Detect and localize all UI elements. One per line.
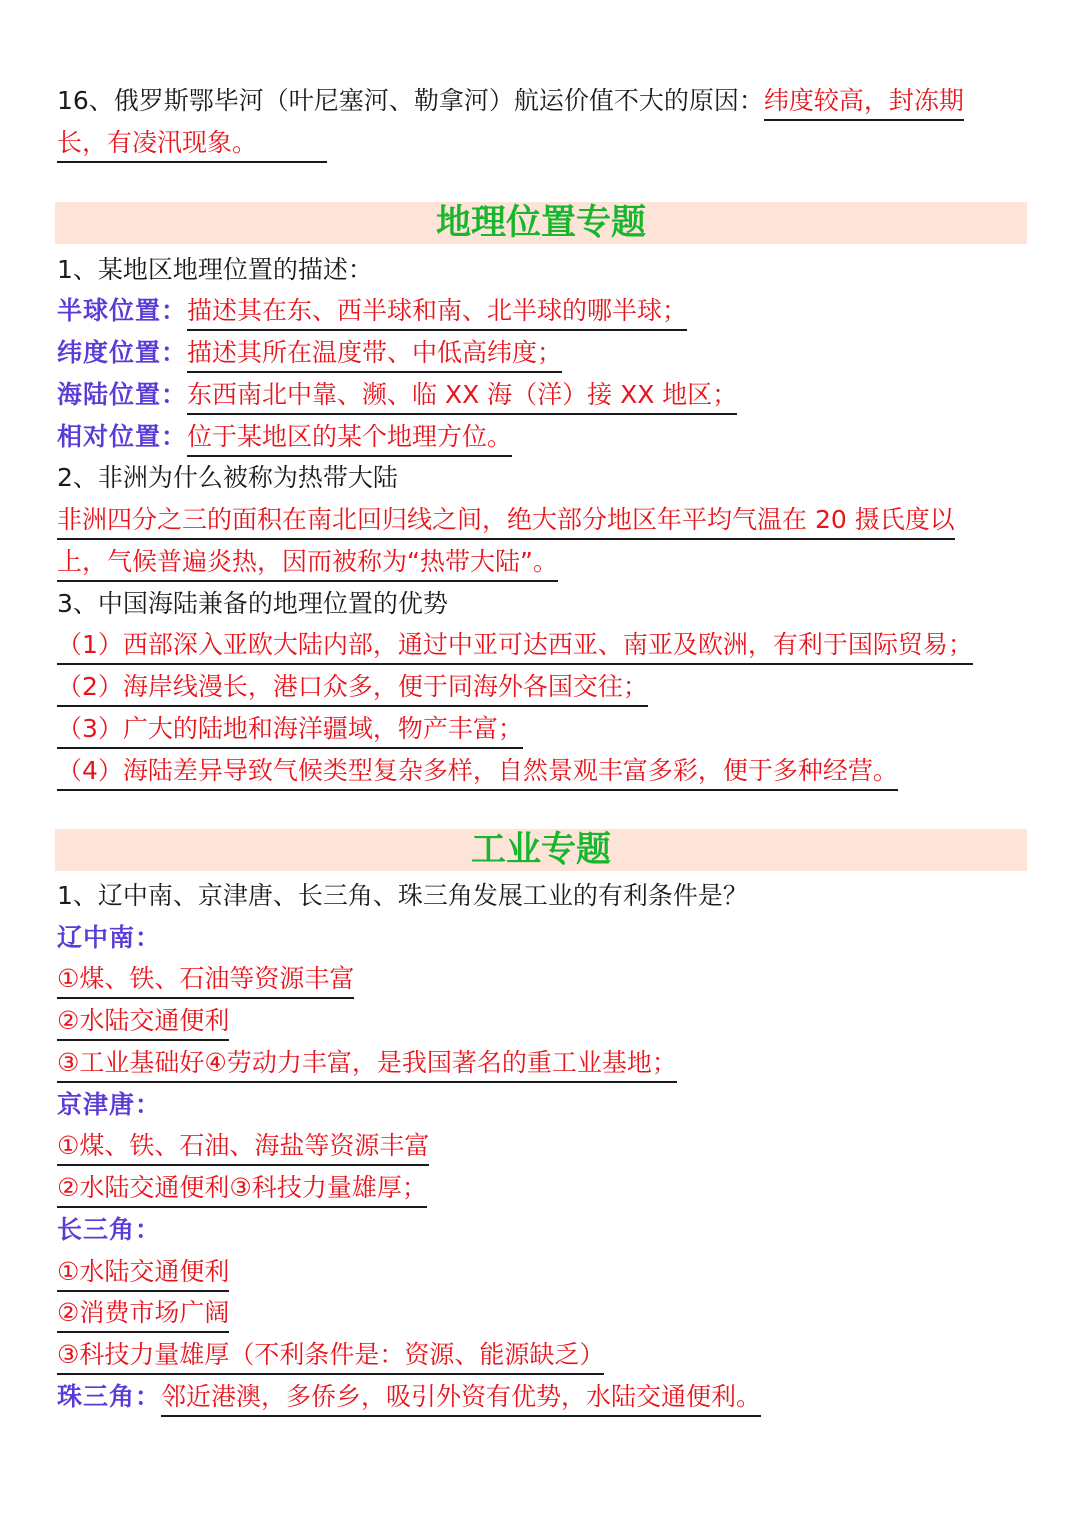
q16-line bbox=[57, 84, 964, 121]
location-q2: 2、非洲为什么被称为热带大陆 bbox=[57, 463, 398, 492]
changsanjiao-point-1 bbox=[57, 1255, 229, 1292]
point-text: ③科技力量雄厚（不利条件是：资源、能源缺乏） bbox=[57, 1338, 604, 1375]
item-text: 位于某地区的某个地理方位。 bbox=[187, 420, 512, 457]
industry-q1: 1、辽中南、京津唐、长三角、珠三角发展工业的有利条件是？ bbox=[57, 881, 748, 910]
region-label-jingjintang: 京津唐： bbox=[57, 1090, 162, 1119]
q3-point-text: （4）海陆差异导致气候类型复杂多样，自然景观丰富多彩，便于多种经营。 bbox=[57, 754, 898, 791]
jingjintang-point-2 bbox=[57, 1171, 427, 1208]
point-text: ②水陆交通便利 bbox=[57, 1004, 229, 1041]
item-label: 相对位置： bbox=[57, 422, 188, 451]
location-item-latitude bbox=[57, 336, 562, 373]
q16-answer-part1: 纬度较高，封冻期 bbox=[764, 84, 964, 121]
liaozhongnan-point-3 bbox=[57, 1046, 677, 1083]
changsanjiao-point-2 bbox=[57, 1296, 229, 1333]
liaozhongnan-point-1 bbox=[57, 962, 354, 999]
item-label: 海陆位置： bbox=[57, 380, 188, 409]
q2-answer-part1: 非洲四分之三的面积在南北回归线之间，绝大部分地区年平均气温在 20 摄氏度以 bbox=[57, 503, 955, 540]
q3-point-4 bbox=[57, 754, 898, 791]
item-label: 纬度位置： bbox=[57, 338, 188, 367]
section-title-location: 地理位置专题 bbox=[435, 202, 646, 243]
region-label-changsanjiao: 长三角： bbox=[57, 1215, 162, 1244]
region-label-zhusanjiao: 珠三角： bbox=[57, 1382, 162, 1411]
q2-answer-line-2 bbox=[57, 545, 558, 582]
region-zhusanjiao bbox=[57, 1380, 761, 1417]
region-label-liaozhongnan: 辽中南： bbox=[57, 923, 162, 952]
jingjintang-point-1 bbox=[57, 1129, 429, 1166]
point-text: ①水陆交通便利 bbox=[57, 1255, 229, 1292]
section-title-industry: 工业专题 bbox=[470, 829, 611, 870]
location-q1: 1、某地区地理位置的描述： bbox=[57, 255, 373, 284]
liaozhongnan-point-2 bbox=[57, 1004, 229, 1041]
q16-question: 16、俄罗斯鄂毕河（叶尼塞河、勒拿河）航运价值不大的原因： bbox=[57, 86, 764, 115]
point-text: ①煤、铁、石油等资源丰富 bbox=[57, 962, 354, 999]
q3-point-1 bbox=[57, 628, 973, 665]
location-item-sea-land bbox=[57, 378, 737, 415]
location-item-relative bbox=[57, 420, 512, 457]
item-text: 描述其在东、西半球和南、北半球的哪半球； bbox=[187, 294, 687, 331]
q2-answer-part2: 上，气候普遍炎热，因而被称为“热带大陆”。 bbox=[57, 545, 558, 582]
point-text: ②消费市场广阔 bbox=[57, 1296, 229, 1333]
q3-point-2 bbox=[57, 670, 648, 707]
item-label: 半球位置： bbox=[57, 296, 188, 325]
item-text: 东西南北中靠、濒、临 XX 海（洋）接 XX 地区； bbox=[187, 378, 737, 415]
q3-point-text: （3）广大的陆地和海洋疆域，物产丰富； bbox=[57, 712, 523, 749]
q2-answer-line-1 bbox=[57, 503, 955, 540]
q3-point-3 bbox=[57, 712, 523, 749]
location-q3: 3、中国海陆兼备的地理位置的优势 bbox=[57, 589, 448, 618]
item-text: 描述其所在温度带、中低高纬度； bbox=[187, 336, 562, 373]
point-text: ③工业基础好④劳动力丰富，是我国著名的重工业基地； bbox=[57, 1046, 677, 1083]
changsanjiao-point-3 bbox=[57, 1338, 604, 1375]
point-text: ①煤、铁、石油、海盐等资源丰富 bbox=[57, 1129, 429, 1166]
q16-line-2 bbox=[57, 126, 327, 163]
zhusanjiao-text: 邻近港澳，多侨乡，吸引外资有优势，水陆交通便利。 bbox=[161, 1380, 761, 1417]
q16-answer-part2: 长，有凌汛现象。 bbox=[57, 126, 327, 163]
location-item-hemisphere bbox=[57, 294, 687, 331]
q3-point-text: （1）西部深入亚欧大陆内部，通过中亚可达西亚、南亚及欧洲，有利于国际贸易； bbox=[57, 628, 973, 665]
q3-point-text: （2）海岸线漫长，港口众多，便于同海外各国交往； bbox=[57, 670, 648, 707]
point-text: ②水陆交通便利③科技力量雄厚； bbox=[57, 1171, 427, 1208]
